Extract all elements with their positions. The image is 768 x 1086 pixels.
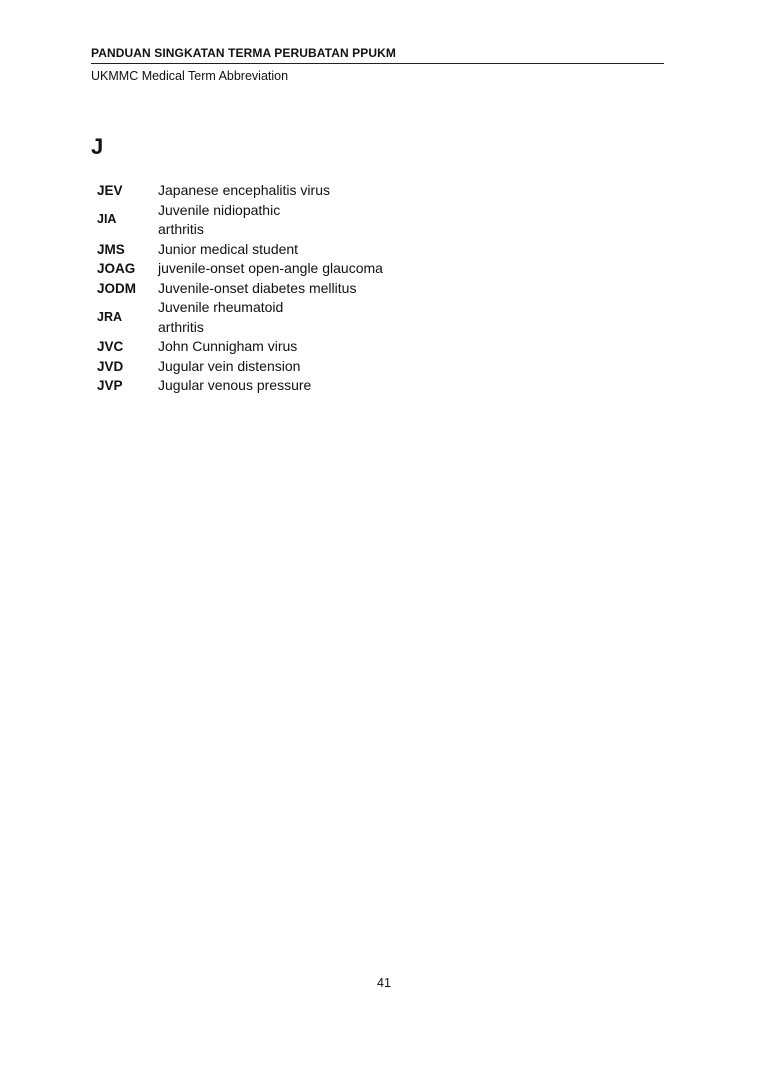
abbreviation-code: JVC [97, 339, 124, 354]
abbreviation-definition: Japanese encephalitis virus [158, 182, 330, 198]
abbreviation-code: JMS [97, 241, 125, 257]
abbreviation-row [97, 298, 517, 337]
abbreviation-definition: juvenile-onset open-angle glaucoma [158, 260, 383, 276]
abbreviation-code: JIA [97, 212, 117, 227]
abbreviation-row [97, 240, 517, 260]
abbreviation-definition: Junior medical student [158, 240, 299, 257]
abbreviation-definition: Juvenile rheumatoid arthritis [158, 299, 284, 335]
abbreviation-row [97, 201, 517, 240]
abbreviation-code: JOAG [97, 261, 136, 276]
abbreviation-list [97, 181, 517, 396]
abbreviation-code: JVD [97, 358, 124, 374]
page-number: 41 [377, 976, 391, 990]
document-subtitle: UKMMC Medical Term Abbreviation [91, 69, 289, 83]
document-title: PANDUAN SINGKATAN TERMA PERUBATAN PPUKM [91, 45, 664, 64]
abbreviation-row [97, 279, 517, 299]
abbreviation-definition: John Cunnigham virus [158, 338, 298, 354]
abbreviation-row [97, 337, 517, 357]
abbreviation-row [97, 181, 517, 201]
abbreviation-definition: Juvenile nidiopathic arthritis [158, 201, 281, 237]
abbreviation-definition: Jugular venous pressure [158, 377, 312, 393]
page-header [91, 45, 664, 84]
abbreviation-code: JODM [97, 280, 137, 296]
abbreviation-definition: Jugular vein distension [158, 357, 301, 374]
abbreviation-definition: Juvenile-onset diabetes mellitus [158, 279, 357, 296]
abbreviation-row [97, 376, 517, 396]
abbreviation-code: JRA [97, 309, 123, 324]
section-heading: J [91, 134, 104, 159]
abbreviation-code: JEV [97, 183, 123, 198]
abbreviation-row [97, 357, 517, 377]
abbreviation-code: JVP [97, 378, 123, 393]
abbreviation-row [97, 259, 517, 279]
